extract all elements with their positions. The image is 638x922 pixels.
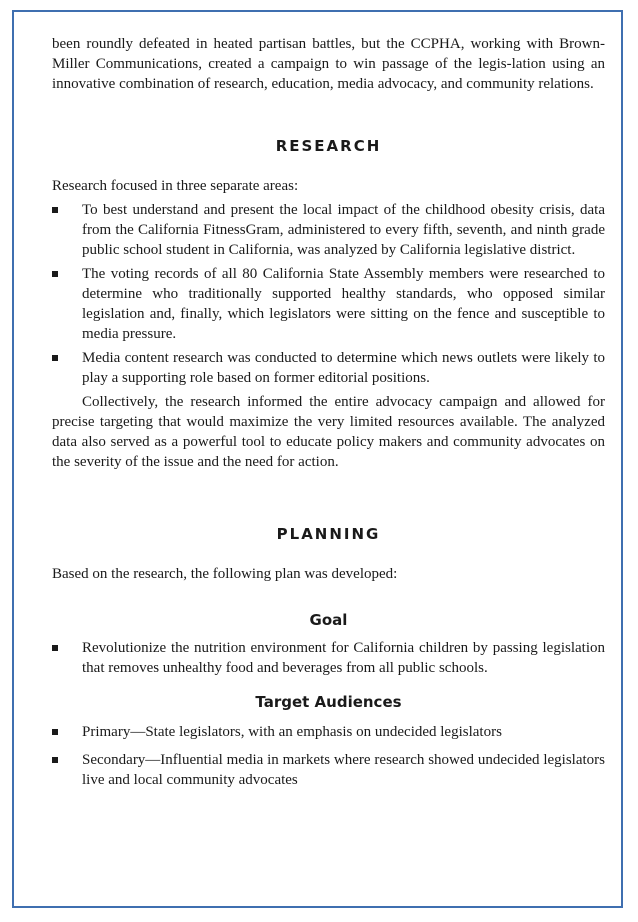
list-item-text: Media content research was conducted to determine which news outlets were likely to play a supporting role based on former editorial positions.	[82, 350, 605, 386]
audiences-bullet-list	[52, 722, 605, 790]
bullet-icon	[52, 645, 58, 651]
list-item	[52, 638, 605, 678]
list-item	[52, 348, 605, 388]
research-lead: Research focused in three separate areas:	[52, 178, 299, 194]
bullet-icon	[52, 757, 58, 763]
page-content	[52, 34, 605, 790]
list-item-text: The voting records of all 80 California State Assembly members were researched to determine who traditionally supported healthy standards, who opposed similar legislation and, finally, which legislators were sitting on the fence and susceptible to media pressure.	[82, 266, 605, 342]
bullet-icon	[52, 355, 58, 361]
goal-heading: Goal	[309, 611, 348, 629]
page-border	[12, 10, 623, 908]
goal-bullet-list	[52, 638, 605, 678]
list-item	[52, 750, 605, 790]
intro-paragraph: been roundly defeated in heated partisan battles, but the CCPHA, working with Brown-Miller Communications, created a campaign to win passage of the legis-lation using an innovative combination of research, education, media advocacy, and community relations.	[52, 36, 605, 92]
research-bullet-list	[52, 200, 605, 388]
bullet-icon	[52, 207, 58, 213]
planning-lead: Based on the research, the following plan was developed:	[52, 566, 398, 582]
list-item	[52, 722, 605, 742]
list-item-text: Primary—State legislators, with an emphasis on undecided legislators	[82, 724, 502, 740]
list-item	[52, 264, 605, 344]
bullet-icon	[52, 271, 58, 277]
research-summary: Collectively, the research informed the entire advocacy campaign and allowed for precise targeting that would maximize the very limited resources available. The analyzed data also served as a powerful tool to educate policy makers and community advocates on the severity of the issue and the need for action.	[52, 394, 605, 470]
list-item	[52, 200, 605, 260]
planning-heading: PLANNING	[276, 525, 381, 543]
research-heading: RESEARCH	[275, 137, 382, 155]
list-item-text: To best understand and present the local impact of the childhood obesity crisis, data from the California FitnessGram, administered to every fifth, seventh, and ninth grade public school student in California, was analyzed by California legislative district.	[82, 202, 605, 258]
target-audiences-heading: Target Audiences	[255, 693, 402, 711]
list-item-text: Secondary—Influential media in markets where research showed undecided legislators live and local community advocates	[82, 752, 605, 788]
list-item-text: Revolutionize the nutrition environment for California children by passing legislation that removes unhealthy food and beverages from all public schools.	[82, 640, 605, 676]
bullet-icon	[52, 729, 58, 735]
